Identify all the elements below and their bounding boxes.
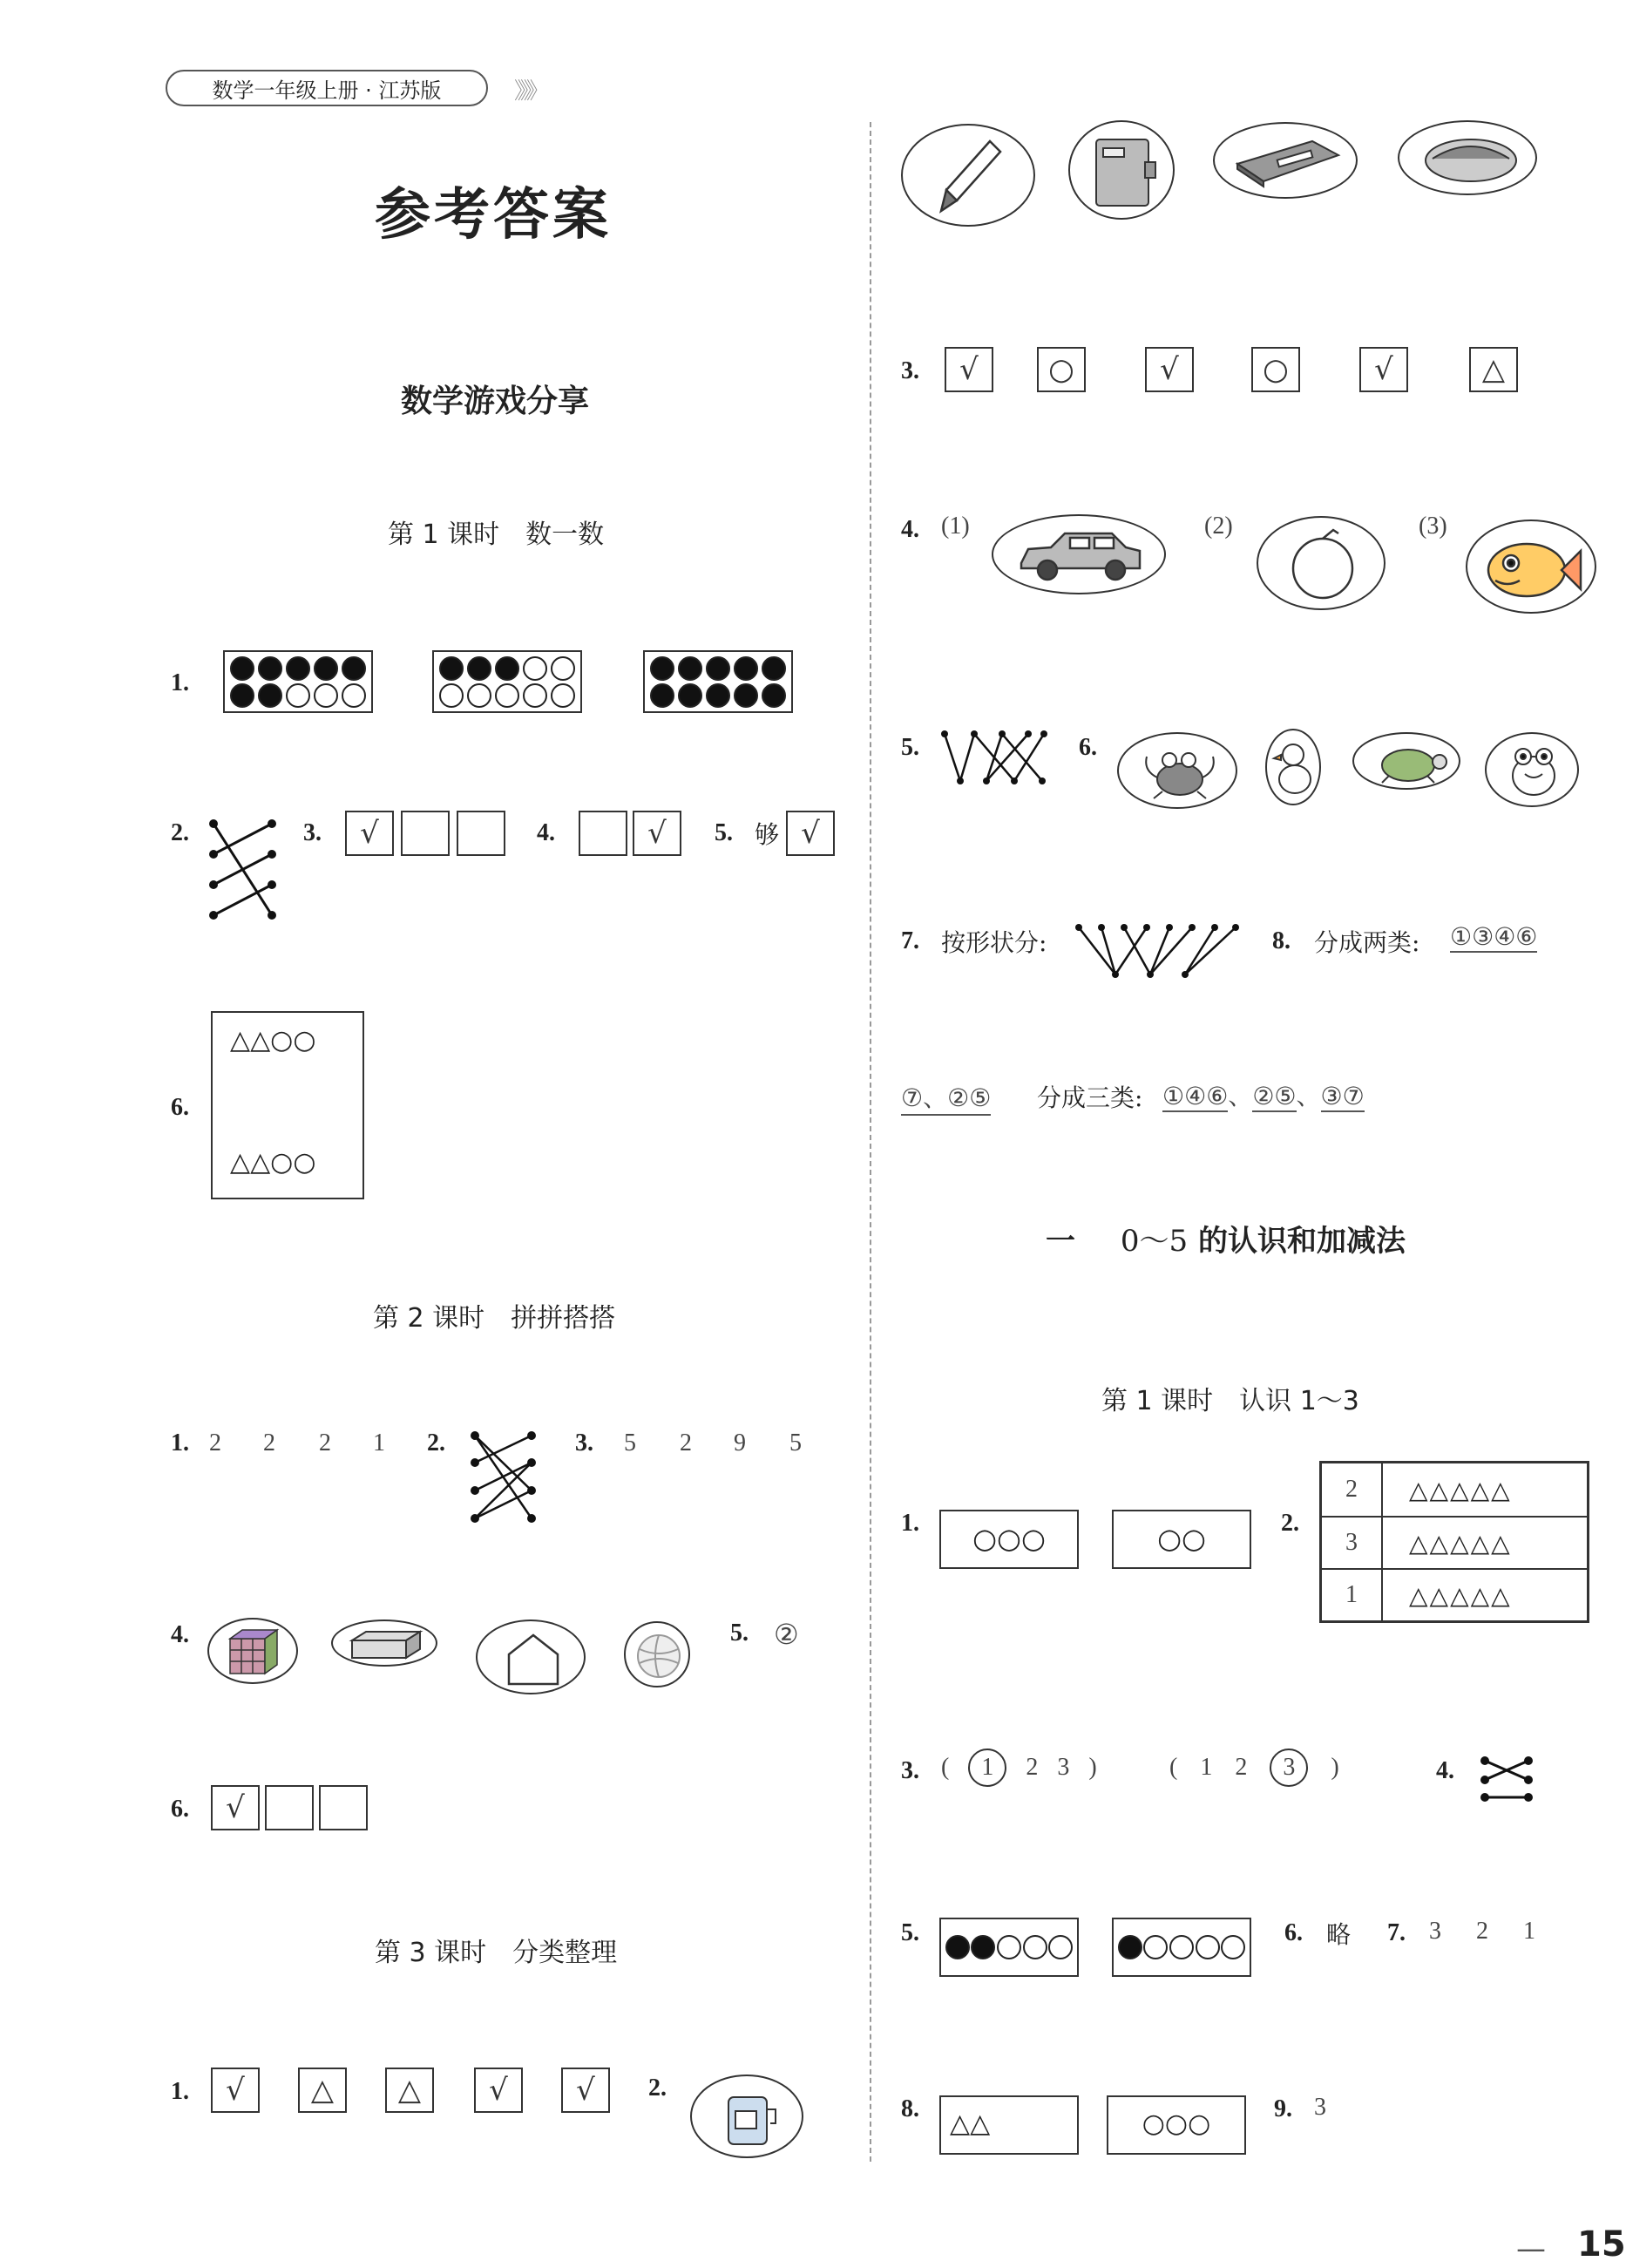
l2-q2-matching-lines (471, 1431, 540, 1527)
r-q8-text: 分成两类: (1314, 928, 1420, 957)
l1-q2-matching-lines (209, 819, 279, 924)
empty-dot (1196, 1935, 1220, 1959)
frog-icon (1485, 732, 1579, 807)
u-q7-v2: 2 (1476, 1918, 1488, 1945)
five-frame-2 (1112, 1918, 1251, 1977)
filled-dot (706, 683, 730, 708)
l1-q2-label: 2. (171, 819, 189, 846)
r-q8-answer: ①③④⑥ (1450, 922, 1538, 951)
page-number: 15 (1577, 2224, 1626, 2265)
r-q8-label: 8. (1272, 927, 1291, 954)
l2-q3-v4: 5 (789, 1429, 802, 1457)
u-q3-b-close: ) (1331, 1754, 1339, 1781)
l2-q1-v1: 2 (209, 1429, 221, 1457)
empty-dot (495, 683, 519, 708)
empty-dot (314, 683, 338, 708)
u-q3-label: 3. (901, 1757, 919, 1784)
table-cell-shapes: △△△△△ (1409, 1528, 1512, 1558)
filled-dot (706, 656, 730, 681)
l1-q4-box-1 (579, 811, 627, 856)
filled-dot (971, 1935, 995, 1959)
car-icon (992, 514, 1166, 594)
l1-q4-box-2: √ (633, 811, 681, 856)
ten-frame-3 (643, 650, 793, 713)
l2-q1-label: 1. (171, 1429, 189, 1457)
r-q4-part3: (3) (1419, 513, 1447, 540)
l2-q6-box-1: √ (211, 1785, 260, 1830)
filled-dot (734, 683, 758, 708)
l1-q5-box: √ (786, 811, 835, 856)
r-q6-label: 6. (1079, 734, 1097, 761)
l1-q6-top: △△○○ (230, 1025, 316, 1056)
filled-dot (495, 656, 519, 681)
header-arrows: 》》》 (514, 78, 545, 105)
pencil-sharpener-icon (690, 2074, 803, 2158)
r-q3-box-1: √ (945, 347, 993, 392)
house-shape-icon (476, 1620, 586, 1694)
l1-q6-label: 6. (171, 1094, 189, 1121)
u-q4-matching-lines (1481, 1757, 1534, 1801)
filled-dot (762, 683, 786, 708)
l1-q6-bottom: △△○○ (230, 1147, 316, 1178)
crab-icon (1117, 732, 1237, 809)
u-q3-a (941, 1749, 1097, 1787)
filled-dot (314, 656, 338, 681)
l2-q3-v1: 5 (624, 1429, 636, 1457)
filled-dot (678, 683, 702, 708)
filled-dot (439, 656, 464, 681)
r-q3-box-5: √ (1359, 347, 1408, 392)
filled-dot (762, 656, 786, 681)
u-q3-a-item-1: 1 (968, 1749, 1006, 1787)
r-q4-part1: (1) (941, 513, 970, 540)
empty-dot (523, 683, 547, 708)
r-q7-matching-lines (1075, 924, 1241, 980)
empty-dot (551, 683, 575, 708)
empty-dot (439, 683, 464, 708)
notebook-icon (1068, 120, 1175, 220)
l3-q2-label: 2. (648, 2074, 667, 2102)
l1-q5-label: 5. (715, 819, 733, 846)
filled-dot (734, 656, 758, 681)
l3-q1-label: 1. (171, 2078, 189, 2105)
orange-icon (1257, 516, 1385, 610)
l2-q3-label: 3. (575, 1429, 593, 1457)
r-q3-label: 3. (901, 357, 919, 384)
l2-q2-label: 2. (427, 1429, 445, 1457)
l2-q5-label: 5. (730, 1620, 749, 1647)
l3-q1-box-3: △ (385, 2068, 434, 2113)
unit-lesson-title: 第 1 课时 认识 1～3 (1101, 1386, 1359, 1416)
filled-dot (258, 683, 282, 708)
filled-dot (1118, 1935, 1142, 1959)
u-q3-a-item-3: 3 (1057, 1754, 1070, 1781)
lesson2-title: 第 2 课时 拼拼搭搭 (373, 1303, 616, 1334)
l3-q1-box-2: △ (298, 2068, 347, 2113)
lesson3-title: 第 3 课时 分类整理 (375, 1938, 618, 1968)
filled-dot (650, 656, 674, 681)
l1-q3-box-3 (457, 811, 505, 856)
filled-dot (342, 656, 366, 681)
u-q6-label: 6. (1284, 1919, 1303, 1946)
cuboid-icon (331, 1620, 437, 1667)
u-q3-b (1169, 1749, 1339, 1787)
empty-dot (551, 656, 575, 681)
fish-icon (1466, 519, 1596, 614)
u-q3-a-item-2: 2 (1026, 1754, 1039, 1781)
r-q4-label: 4. (901, 516, 919, 543)
l1-q3-box-2 (401, 811, 450, 856)
empty-dot (467, 683, 491, 708)
u-q2-table (1319, 1461, 1589, 1623)
ten-frame-1 (223, 650, 373, 713)
empty-dot (1023, 1935, 1047, 1959)
r-q3-box-2: ○ (1037, 347, 1086, 392)
page-dash: — (1516, 2231, 1546, 2266)
u-q3-a-close: ) (1088, 1754, 1097, 1781)
r-q8-answers2: ①④⑥、②⑤、③⑦ (1162, 1082, 1365, 1110)
unit-title (1046, 1217, 1406, 1260)
empty-dot (1169, 1935, 1194, 1959)
l1-q5-text: 够 (755, 820, 780, 849)
empty-dot (286, 683, 310, 708)
l1-q4-label: 4. (537, 819, 555, 846)
header-pill (166, 70, 488, 106)
empty-dot (997, 1935, 1021, 1959)
l2-q1-v4: 1 (373, 1429, 385, 1457)
l2-q4-label: 4. (171, 1621, 189, 1648)
empty-dot (342, 683, 366, 708)
l2-q6-box-2 (265, 1785, 314, 1830)
l3-q1-box-5: √ (561, 2068, 610, 2113)
table-cell-number: 1 (1322, 1570, 1383, 1620)
r-q5-matching-lines (941, 730, 1051, 786)
u-q8-box-2: ○○○ (1107, 2095, 1246, 2155)
r-q4-part2: (2) (1204, 513, 1233, 540)
u-q4-label: 4. (1436, 1757, 1454, 1784)
r-q8-answer2b: ②⑤ (1252, 1082, 1297, 1110)
unit-title-b: 0～5 (1120, 1224, 1189, 1259)
empty-dot (1143, 1935, 1168, 1959)
ball-icon (624, 1621, 690, 1687)
l2-q5-value: ② (774, 1619, 799, 1650)
u-q3-b-open: ( (1169, 1754, 1178, 1781)
column-divider (870, 122, 871, 2162)
r-q8-answer2c: ③⑦ (1320, 1082, 1365, 1110)
table-cell-number: 2 (1322, 1463, 1383, 1516)
u-q7-label: 7. (1387, 1919, 1406, 1946)
r-q3-box-6: △ (1469, 347, 1518, 392)
l1-q1-label: 1. (171, 669, 189, 696)
l1-q6-box (211, 1011, 364, 1199)
filled-dot (467, 656, 491, 681)
u-q7-v3: 1 (1523, 1918, 1535, 1945)
r-q8-text2: 分成三类: (1037, 1083, 1143, 1112)
table-row (1322, 1568, 1587, 1620)
r-q8-answer2a: ①④⑥ (1162, 1082, 1229, 1110)
r-q5-label: 5. (901, 734, 919, 761)
u-q5-label: 5. (901, 1919, 919, 1946)
table-row (1322, 1516, 1587, 1568)
empty-dot (523, 656, 547, 681)
u-q9-label: 9. (1274, 2095, 1292, 2122)
duck-icon (1265, 729, 1321, 805)
pencil-case-icon (1213, 122, 1358, 199)
l2-q6-box-3 (319, 1785, 368, 1830)
turtle-icon (1352, 732, 1460, 790)
page-title: 参考答案 (375, 183, 612, 248)
l1-q3-label: 3. (303, 819, 322, 846)
filled-dot (945, 1935, 970, 1959)
l2-q6-label: 6. (171, 1796, 189, 1823)
filled-dot (286, 656, 310, 681)
table-cell-number: 3 (1322, 1518, 1383, 1568)
filled-dot (230, 656, 254, 681)
u-q1-box-2: ○○ (1112, 1510, 1251, 1569)
r-q8-cont: ⑦、②⑤ (901, 1079, 991, 1116)
header-title: 数学一年级上册 · 江苏版 (212, 78, 442, 103)
u-q6-value: 略 (1326, 1920, 1352, 1949)
r-q3-box-4: ○ (1251, 347, 1300, 392)
u-q1-label: 1. (901, 1510, 919, 1537)
table-cell-shapes: △△△△△ (1409, 1580, 1512, 1610)
lesson1-title: 第 1 课时 数一数 (388, 519, 605, 550)
r-q7-text: 按形状分: (941, 928, 1047, 957)
u-q9-value: 3 (1314, 2094, 1326, 2121)
table-cell-shapes: △△△△△ (1409, 1475, 1512, 1504)
filled-dot (258, 656, 282, 681)
l2-q1-v2: 2 (263, 1429, 275, 1457)
u-q3-b-item-3: 3 (1270, 1749, 1308, 1787)
u-q2-label: 2. (1281, 1510, 1299, 1537)
l2-q3-v2: 2 (680, 1429, 692, 1457)
empty-dot (1048, 1935, 1073, 1959)
ten-frame-2 (432, 650, 582, 713)
filled-dot (650, 683, 674, 708)
five-frame-1 (939, 1918, 1079, 1977)
empty-dot (1221, 1935, 1245, 1959)
section-title: 数学游戏分享 (401, 383, 590, 419)
filled-dot (678, 656, 702, 681)
table-row (1322, 1463, 1587, 1516)
u-q7-v1: 3 (1429, 1918, 1441, 1945)
u-q1-box-1: ○○○ (939, 1510, 1079, 1569)
cube-icon (207, 1618, 298, 1684)
pencil-icon (901, 124, 1035, 227)
filled-dot (230, 683, 254, 708)
r-q7-label: 7. (901, 927, 919, 954)
r-q3-box-3: √ (1145, 347, 1194, 392)
u-q3-b-item-2: 2 (1235, 1754, 1248, 1781)
u-q8-label: 8. (901, 2095, 919, 2122)
l2-q1-v3: 2 (319, 1429, 331, 1457)
eraser-icon (1398, 120, 1537, 195)
l3-q1-box-1: √ (211, 2068, 260, 2113)
unit-title-a: 一 (1046, 1224, 1075, 1259)
l2-q3-v3: 9 (734, 1429, 746, 1457)
l3-q1-box-4: √ (474, 2068, 523, 2113)
u-q8-box-1: △△ (939, 2095, 1079, 2155)
unit-title-c: 的认识和加减法 (1197, 1224, 1406, 1259)
u-q3-b-item-1: 1 (1200, 1754, 1213, 1781)
u-q3-a-open: ( (941, 1754, 950, 1781)
l1-q3-box-1: √ (345, 811, 394, 856)
